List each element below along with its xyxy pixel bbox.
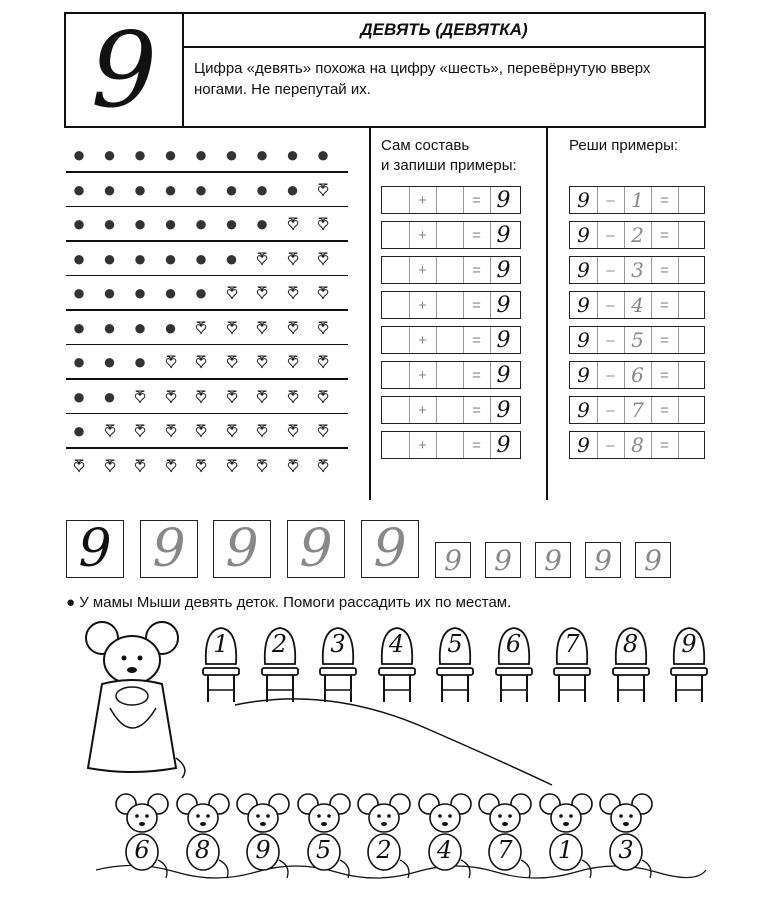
baby-mouse-6[interactable] (114, 790, 170, 880)
apple-icon: ● (163, 280, 178, 305)
answer-cell[interactable] (678, 362, 705, 388)
apple-icon: ● (285, 142, 300, 167)
apple-icon: ● (194, 142, 208, 167)
compose-heading-line1: Сам составь (381, 137, 470, 154)
minus-sign: – (597, 222, 625, 248)
equals-sign: = (463, 327, 491, 353)
chair-5[interactable] (434, 624, 476, 704)
minuend-digit: 9 (570, 397, 598, 423)
chair-2[interactable] (259, 624, 301, 704)
pear-icon: ♠ (134, 385, 146, 408)
baby-mouse-icon (356, 790, 412, 880)
fruit-row-divider (66, 378, 348, 380)
apple-icon: ● (285, 176, 300, 202)
answer-cell[interactable] (382, 292, 410, 318)
result-digit: 9 (496, 327, 511, 353)
baby-mouse-1[interactable] (538, 790, 594, 880)
pear-icon: ♠ (226, 454, 237, 477)
baby-mouse-icon (417, 790, 473, 880)
pear-icon: ♠ (317, 178, 329, 201)
apple-icon: ● (224, 176, 239, 202)
task-bullet: ● (66, 594, 76, 611)
trace-digit-box[interactable]: 9 (361, 520, 419, 578)
pear-icon: ♠ (165, 385, 176, 408)
fruit-row-divider (66, 275, 348, 277)
mouse-number: 5 (315, 836, 332, 864)
apple-icon: ● (133, 211, 147, 236)
apple-icon: ● (133, 349, 147, 374)
solve-heading: Реши примеры: (569, 137, 679, 154)
subtrahend-digit: 6 (624, 362, 652, 388)
pear-icon: ♠ (226, 316, 237, 339)
minuend-digit: 9 (570, 187, 598, 213)
compose-heading-line2: и запиши примеры: (381, 157, 517, 174)
subtrahend-digit: 4 (624, 292, 652, 318)
apple-icon: ● (255, 176, 269, 202)
pear-icon: ♠ (287, 385, 298, 408)
result-digit: 9 (496, 222, 511, 248)
pear-icon: ♠ (104, 454, 115, 477)
baby-mouse-8[interactable] (175, 790, 231, 880)
answer-cell[interactable] (678, 397, 705, 423)
equals-sign: = (463, 432, 491, 458)
pear-icon: ♠ (195, 316, 207, 339)
chair-number: 3 (330, 630, 346, 658)
apple-icon: ● (163, 211, 178, 236)
equals-sign: = (651, 187, 679, 213)
mouse-number: 8 (194, 836, 211, 864)
mouse-number: 9 (255, 836, 271, 864)
apple-icon: ● (72, 211, 86, 236)
pear-icon: ♠ (317, 247, 329, 270)
baby-mouse-5[interactable] (296, 790, 352, 880)
pear-icon: ♠ (317, 316, 329, 339)
minus-sign: – (597, 327, 625, 353)
pear-icon: ♠ (165, 420, 176, 442)
chair-number: 6 (505, 630, 522, 658)
pear-icon: ♠ (256, 282, 268, 304)
equals-sign: = (651, 257, 679, 283)
pear-icon: ♠ (287, 351, 298, 373)
page-title: ДЕВЯТЬ (ДЕВЯТКА) (184, 14, 704, 48)
apple-icon: ● (72, 280, 86, 305)
answer-cell[interactable] (436, 187, 464, 213)
column-divider-right (546, 128, 548, 500)
pear-icon: ♠ (287, 316, 298, 339)
description-text: Цифра «девять» похожа на цифру «шесть», перевёрнутую вверх ногами. Не перепутай их. (194, 60, 651, 98)
pear-icon: ♠ (256, 420, 268, 442)
answer-cell[interactable] (382, 362, 410, 388)
pear-icon: ♠ (317, 454, 329, 477)
chair-number: 9 (681, 630, 697, 658)
solve-example-row[interactable] (569, 256, 705, 284)
answer-cell[interactable] (382, 432, 410, 458)
pear-icon: ♠ (134, 420, 146, 442)
baby-mouse-icon (175, 790, 231, 880)
pear-icon: ♠ (287, 282, 298, 304)
apple-icon: ● (102, 245, 117, 271)
chair-3[interactable] (317, 624, 359, 704)
solve-example-row[interactable] (569, 361, 705, 389)
pear-icon: ♠ (256, 454, 268, 477)
answer-cell[interactable] (382, 397, 410, 423)
trace-digit-box[interactable]: 9 (213, 520, 271, 578)
mouse-number: 3 (618, 836, 634, 864)
pear-icon: ♠ (317, 420, 329, 442)
apple-icon: ● (224, 211, 239, 236)
pear-icon: ♠ (165, 454, 176, 477)
answer-cell[interactable] (382, 327, 410, 353)
compose-example-row[interactable] (381, 431, 521, 459)
pear-icon: ♠ (134, 454, 146, 477)
solve-example-row[interactable] (569, 291, 705, 319)
apple-icon: ● (102, 314, 117, 340)
chair-number: 8 (622, 630, 639, 658)
baby-mouse-7[interactable] (477, 790, 533, 880)
chair-9[interactable] (668, 624, 710, 704)
answer-cell[interactable] (382, 222, 410, 248)
apple-icon: ● (163, 245, 178, 271)
answer-cell[interactable] (678, 432, 705, 458)
equals-sign: = (463, 397, 491, 423)
equals-sign: = (463, 187, 491, 213)
pear-icon: ♠ (195, 351, 207, 373)
answer-cell[interactable] (678, 292, 705, 318)
subtrahend-digit: 2 (624, 222, 652, 248)
chair-number: 5 (447, 630, 463, 658)
pear-icon: ♠ (317, 351, 329, 373)
plus-sign: + (409, 222, 437, 248)
compose-example-row[interactable] (381, 396, 521, 424)
chair-number: 4 (388, 630, 405, 658)
pear-icon: ♠ (165, 351, 176, 373)
sample-digit-box[interactable]: 9 (66, 520, 124, 578)
subtrahend-digit: 3 (624, 257, 652, 283)
answer-cell[interactable] (382, 187, 410, 213)
apple-icon: ● (194, 211, 208, 236)
baby-mouse-icon (235, 790, 291, 880)
minus-sign: – (597, 397, 625, 423)
baby-mouse-icon (296, 790, 352, 880)
apple-icon: ● (102, 383, 117, 409)
answer-cell[interactable] (436, 362, 464, 388)
baby-mouse-icon (538, 790, 594, 880)
baby-mouse-4[interactable] (417, 790, 473, 880)
pear-icon: ♠ (317, 213, 329, 235)
subtrahend-digit: 1 (624, 187, 652, 213)
apple-icon: ● (163, 314, 178, 340)
task-text: У мамы Мыши девять деток. Помоги рассадить их по местам. (79, 594, 512, 611)
minus-sign: – (597, 187, 625, 213)
pear-icon: ♠ (256, 385, 268, 408)
compose-example-row[interactable] (381, 186, 521, 214)
solve-example-row[interactable] (569, 431, 705, 459)
answer-cell[interactable] (436, 222, 464, 248)
compose-example-row[interactable] (381, 256, 521, 284)
answer-cell[interactable] (436, 292, 464, 318)
equals-sign: = (651, 292, 679, 318)
trace-digit-box[interactable]: 9 (635, 542, 671, 578)
result-digit: 9 (496, 257, 511, 283)
apple-icon: ● (163, 142, 178, 167)
fruit-row-divider (66, 344, 348, 346)
trace-digit-box[interactable]: 9 (585, 542, 621, 578)
apple-icon: ● (72, 245, 86, 271)
mouse-number: 1 (557, 836, 574, 864)
trace-digit-box[interactable]: 9 (140, 520, 198, 578)
solve-example-row[interactable] (569, 326, 705, 354)
fruit-row-divider (66, 171, 348, 173)
chair-number: 7 (564, 630, 580, 658)
answer-cell[interactable] (678, 257, 705, 283)
apple-icon: ● (72, 142, 86, 167)
result-digit: 9 (496, 292, 511, 318)
equals-sign: = (651, 397, 679, 423)
apple-icon: ● (72, 176, 86, 202)
apple-icon: ● (133, 314, 147, 340)
pear-icon: ♠ (226, 282, 237, 304)
apple-icon: ● (255, 211, 269, 236)
plus-sign: + (409, 362, 437, 388)
plus-sign: + (409, 397, 437, 423)
compose-example-row[interactable] (381, 326, 521, 354)
minus-sign: – (597, 432, 625, 458)
result-digit: 9 (496, 432, 511, 458)
equals-sign: = (463, 292, 491, 318)
pear-icon: ♠ (287, 454, 298, 477)
header-box (64, 9, 706, 131)
answer-cell[interactable] (678, 327, 705, 353)
fruit-row-divider (66, 240, 348, 242)
pear-icon: ♠ (195, 385, 207, 408)
pear-icon: ♠ (256, 316, 268, 339)
apple-icon: ● (224, 142, 239, 167)
answer-cell[interactable] (678, 187, 705, 213)
subtrahend-digit: 8 (624, 432, 652, 458)
pear-icon: ♠ (226, 385, 237, 408)
equals-sign: = (651, 222, 679, 248)
mother-mouse-illustration (72, 618, 192, 778)
apple-icon: ● (72, 383, 86, 409)
pear-icon: ♠ (287, 213, 298, 235)
chair-number: 1 (213, 630, 229, 658)
big-digit: 9 (66, 14, 184, 126)
equals-sign: = (651, 327, 679, 353)
pear-icon: ♠ (287, 247, 298, 270)
pear-icon: ♠ (73, 454, 85, 477)
compose-example-row[interactable] (381, 291, 521, 319)
pear-icon: ♠ (195, 420, 207, 442)
plus-sign: + (409, 187, 437, 213)
result-digit: 9 (496, 362, 511, 388)
result-digit: 9 (496, 397, 511, 423)
baby-mouse-9[interactable] (235, 790, 291, 880)
minus-sign: – (597, 257, 625, 283)
answer-cell[interactable] (436, 397, 464, 423)
fruit-row-divider (66, 309, 348, 311)
pear-icon: ♠ (104, 420, 115, 442)
minuend-digit: 9 (570, 432, 598, 458)
apple-icon: ● (72, 418, 86, 443)
mouse-number: 6 (134, 836, 150, 864)
task-line (66, 594, 511, 611)
result-digit: 9 (496, 187, 511, 213)
equals-sign: = (463, 257, 491, 283)
apple-icon: ● (102, 280, 117, 305)
plus-sign: + (409, 257, 437, 283)
apple-icon: ● (163, 176, 178, 202)
example-connecting-line (230, 690, 560, 790)
answer-cell[interactable] (382, 257, 410, 283)
solve-example-row[interactable] (569, 186, 705, 214)
trace-digit-box[interactable]: 9 (485, 542, 521, 578)
apple-icon: ● (102, 211, 117, 236)
apple-icon: ● (194, 176, 208, 202)
minuend-digit: 9 (570, 222, 598, 248)
minus-sign: – (597, 292, 625, 318)
apple-icon: ● (133, 245, 147, 271)
apple-icon: ● (102, 176, 117, 202)
answer-cell[interactable] (678, 222, 705, 248)
trace-digit-box[interactable]: 9 (535, 542, 571, 578)
pear-icon: ♠ (226, 420, 237, 442)
pear-icon: ♠ (256, 351, 268, 373)
subtrahend-digit: 7 (624, 397, 652, 423)
apple-icon: ● (72, 314, 86, 340)
trace-digit-box[interactable]: 9 (287, 520, 345, 578)
minuend-digit: 9 (570, 362, 598, 388)
plus-sign: + (409, 432, 437, 458)
answer-cell[interactable] (436, 257, 464, 283)
chair-6[interactable] (493, 624, 535, 704)
baby-mouse-icon (114, 790, 170, 880)
chair-1[interactable] (200, 624, 242, 704)
baby-mouse-3[interactable] (598, 790, 654, 880)
apple-icon: ● (133, 176, 147, 202)
baby-mouse-2[interactable] (356, 790, 412, 880)
pear-icon: ♠ (317, 282, 329, 304)
mouse-number: 2 (376, 836, 392, 864)
apple-icon: ● (194, 280, 208, 305)
apple-icon: ● (255, 142, 269, 167)
answer-cell[interactable] (436, 432, 464, 458)
fruit-row-divider (66, 413, 348, 415)
baby-mouse-icon (598, 790, 654, 880)
equals-sign: = (651, 362, 679, 388)
fruit-row-divider (66, 447, 348, 449)
baby-mouse-icon (477, 790, 533, 880)
trace-digit-box[interactable]: 9 (435, 542, 471, 578)
chair-4[interactable] (376, 624, 418, 704)
pear-icon: ♠ (317, 385, 329, 408)
pear-icon: ♠ (195, 454, 207, 477)
apple-icon: ● (102, 142, 117, 167)
apple-icon: ● (102, 349, 117, 374)
apple-icon: ● (316, 142, 330, 167)
mouse-number: 7 (497, 836, 513, 864)
plus-sign: + (409, 327, 437, 353)
equals-sign: = (463, 222, 491, 248)
apple-icon: ● (224, 245, 239, 271)
equals-sign: = (463, 362, 491, 388)
solve-example-row[interactable] (569, 221, 705, 249)
subtrahend-digit: 5 (624, 327, 652, 353)
column-divider-left (369, 128, 371, 500)
minus-sign: – (597, 362, 625, 388)
minuend-digit: 9 (570, 257, 598, 283)
plus-sign: + (409, 292, 437, 318)
minuend-digit: 9 (570, 327, 598, 353)
solve-example-row[interactable] (569, 396, 705, 424)
apple-icon: ● (194, 245, 208, 271)
compose-example-row[interactable] (381, 361, 521, 389)
chair-number: 2 (271, 630, 288, 658)
mouse-number: 4 (436, 836, 453, 864)
apple-icon: ● (133, 142, 147, 167)
compose-example-row[interactable] (381, 221, 521, 249)
answer-cell[interactable] (436, 327, 464, 353)
apple-icon: ● (133, 280, 147, 305)
pear-icon: ♠ (226, 351, 237, 373)
equals-sign: = (651, 432, 679, 458)
fruit-grid (66, 140, 348, 510)
chair-7[interactable] (551, 624, 593, 704)
pear-icon: ♠ (256, 247, 268, 270)
chair-8[interactable] (610, 624, 652, 704)
compose-heading (381, 136, 517, 176)
minuend-digit: 9 (570, 292, 598, 318)
fruit-row-divider (66, 206, 348, 208)
apple-icon: ● (72, 349, 86, 374)
pear-icon: ♠ (287, 420, 298, 442)
